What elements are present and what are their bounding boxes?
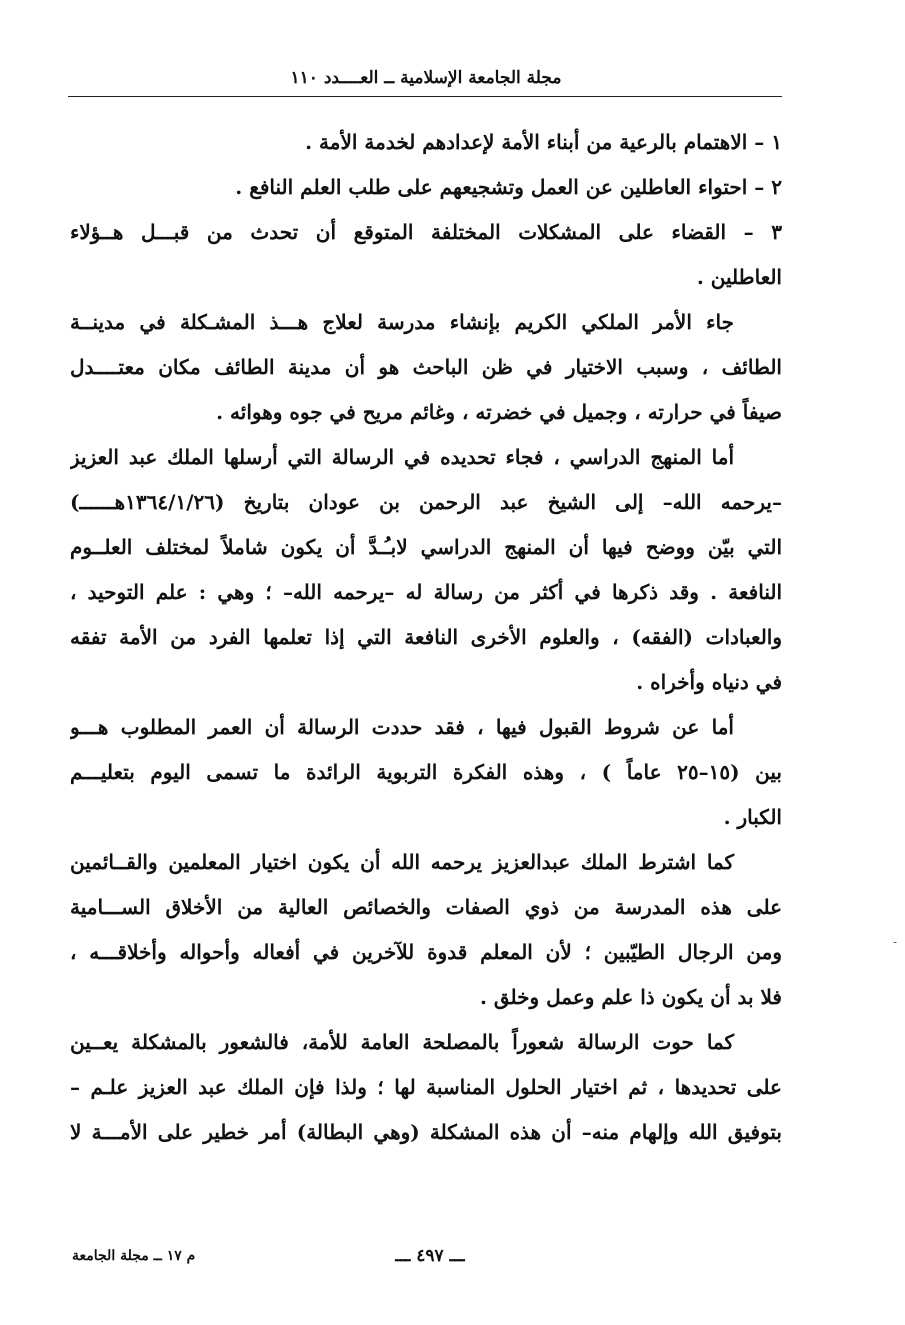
paragraph-2-line-2: –يرحمه الله– إلى الشيخ عبد الرحمن بن عودان بتاريخ (١٣٦٤/١/٢٦هــــــ) — [70, 490, 782, 514]
paragraph-5-line-2: على تحديدها ، ثم اختيار الحلول المناسبة لها ؛ ولذا فإن الملك عبد العزيز علـم – — [70, 1075, 782, 1099]
paragraph-4-line-2: على هذه المدرسة من ذوي الصفات والخصائص العالية من الأخلاق الســـامية — [70, 895, 782, 919]
paragraph-3-line-2: بين (١٥–٢٥ عاماً ) ، وهذه الفكرة التربوية الرائدة ما تسمى اليوم بتعليـــم — [70, 760, 782, 784]
paragraph-2-line-6: في دنياه وأخراه . — [636, 670, 782, 694]
header-rule — [68, 96, 782, 97]
paragraph-2-line-5: والعبادات (الفقه) ، والعلوم الأخرى النافعة التي إذا تعلمها الفرد من الأمة تفقه — [70, 625, 782, 649]
paragraph-1-line-3: صيفاً في حرارته ، وجميل في خضرته ، وغائم مريح في جوه وهوائه . — [216, 400, 782, 424]
paragraph-2-line-4: النافعة . وقد ذكرها في أكثر من رسالة له –يرحمه الله– ؛ وهي : علم التوحيد ، — [70, 580, 782, 604]
page-number: ـــ ٤٩٧ ـــ — [395, 1246, 465, 1266]
list-item-3-continuation: العاطلين . — [696, 265, 782, 289]
paragraph-2-line-1: أما المنهج الدراسي ، فجاء تحديده في الرسالة التي أرسلها الملك عبد العزيز — [70, 445, 734, 469]
paragraph-4-line-3: ومن الرجال الطيّبين ؛ لأن المعلم قدوة للآخرين في أفعاله وأحواله وأخلاقـــه ، — [70, 940, 782, 964]
paragraph-1-line-2: الطائف ، وسبب الاختيار في ظن الباحث هو أن مدينة الطائف مكان معتــــدل — [70, 355, 782, 379]
list-item-3: ٣ – القضاء على المشكلات المختلفة المتوقع أن تحدث من قبـــل هــؤلاء — [70, 220, 782, 244]
paragraph-4-line-4: فلا بد أن يكون ذا علم وعمل وخلق . — [479, 985, 782, 1009]
paragraph-5-line-1: كما حوت الرسالة شعوراً بالمصلحة العامة للأمة، فالشعور بالمشكلة يعــين — [70, 1030, 734, 1054]
list-item-1: ١ – الاهتمام بالرعية من أبناء الأمة لإعدادهم لخدمة الأمة . — [305, 130, 782, 154]
margin-mark: - — [893, 935, 898, 949]
footer-issue-note: م ١٧ ــ مجلة الجامعة — [72, 1248, 196, 1264]
paragraph-3-line-3: الكبار . — [723, 805, 782, 829]
running-header: مجلة الجامعة الإسلامية ــ العــــدد ١١٠ — [290, 68, 562, 88]
body-text — [70, 120, 782, 1155]
paragraph-2-line-3: التي بيّن ووضح فيها أن المنهج الدراسي لابـُـدَّ أن يكون شاملاً لمختلف العلــوم — [70, 535, 782, 559]
list-item-2: ٢ – احتواء العاطلين عن العمل وتشجيعهم على طلب العلم النافع . — [235, 175, 782, 199]
paragraph-4-line-1: كما اشترط الملك عبدالعزيز يرحمه الله أن يكون اختيار المعلمين والقــائمين — [70, 850, 734, 874]
paragraph-1-line-1: جاء الأمر الملكي الكريم بإنشاء مدرسة لعلاج هـــذ المشـكلة في مدينــة — [70, 310, 734, 334]
paragraph-5-line-3: بتوفيق الله وإلهام منه– أن هذه المشكلة (وهي البطالة) أمر خطير على الأمـــة لا — [70, 1120, 782, 1144]
paragraph-3-line-1: أما عن شروط القبول فيها ، فقد حددت الرسالة أن العمر المطلوب هـــو — [70, 715, 734, 739]
